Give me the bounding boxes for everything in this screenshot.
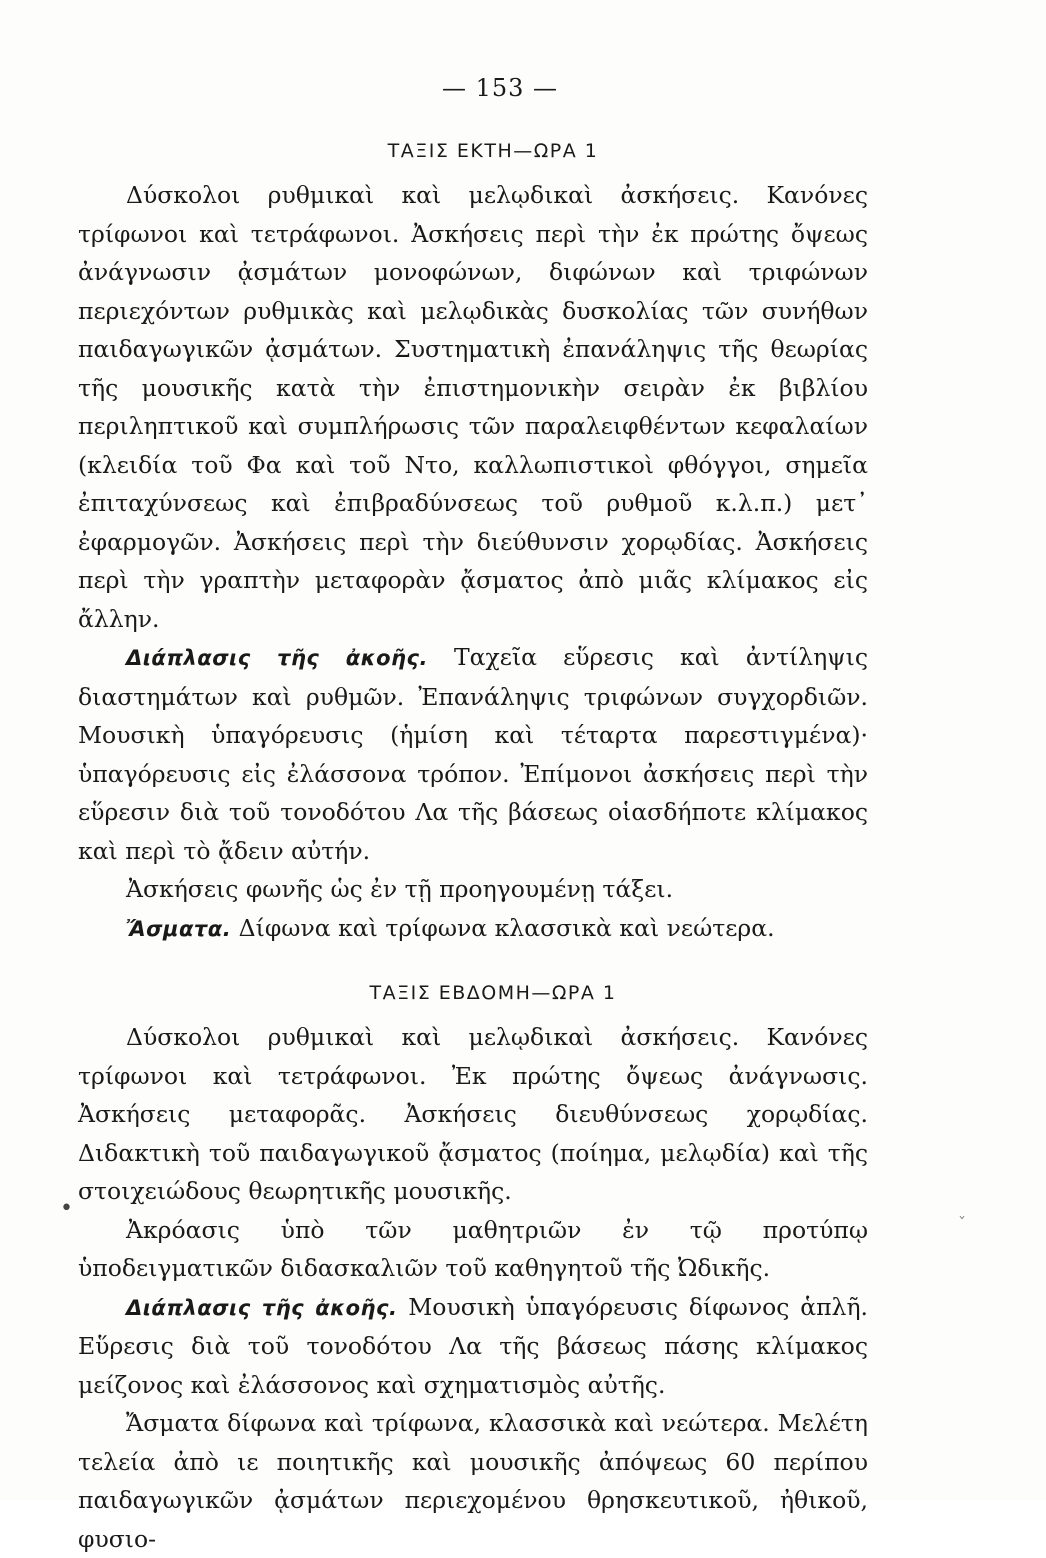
paragraph-text: Δύσκολοι ρυθμικαὶ καὶ μελῳδικαὶ ἀσκήσεις. Κανόνες τρίφωνοι καὶ τετράφωνοι. Ἐκ πρώτης ὄψεως ἀνάγνωσις. Ἀσκήσεις μεταφορᾶς. Ἀσκήσεις διευθύνσεως χορῳδίας. Διδακτικὴ τοῦ παιδαγωγικοῦ ᾄσματος (ποίημα, μελῳδία) καὶ τῆς στοιχειώδους θεωρητικῆς μουσικῆς.: [78, 1023, 868, 1205]
paragraph-text: Ἀσκήσεις φωνῆς ὡς ἐν τῇ προηγουμένῃ τάξει.: [126, 875, 674, 903]
section-heading: ΤΑΞΙΣ ΕΚΤΗ—ΩΡΑ 1: [387, 140, 599, 162]
paragraph: [78, 1404, 868, 1558]
paragraph-text: Μουσικὴ ὑπαγόρευσις δίφωνος ἁπλῆ. Εὕρεσις διὰ τοῦ τονοδότου Λα τῆς βάσεως πάσης κλίμακος μείζονος καὶ ἐλάσσονος καὶ σχηματισμὸς αὐτῆς.: [78, 1292, 868, 1399]
paragraph-text: Ἀκρόασις ὑπὸ τῶν μαθητριῶν ἐν τῷ προτύπῳ ὑποδειγματικῶν διδασκαλιῶν τοῦ καθηγητοῦ τῆς Ὠδικῆς.: [78, 1215, 868, 1282]
margin-tick-mark: ˇ: [958, 1214, 966, 1233]
paragraph-text: Δύσκολοι ρυθμικαὶ καὶ μελῳδικαὶ ἀσκήσεις. Κανόνες τρίφωνοι καὶ τετράφωνοι. Ἀσκήσεις περὶ τὴν ἐκ πρώτης ὄψεως ἀνάγνωσιν ᾀσμάτων μονοφώνων, διφώνων καὶ τριφώνων περιεχόντων ρυθμικὰς καὶ μελῳδικὰς δυσκολίας τῶν συνήθων παιδαγωγικῶν ᾀσμάτων. Συστηματικὴ ἐπανάληψις τῆς θεωρίας τῆς μουσικῆς κατὰ τὴν ἐπιστημονικὴν σειρὰν ἐκ βιβλίου περιληπτικοῦ καὶ συμπλήρωσις τῶν παραλειφθέντων κεφαλαίων (κλειδία τοῦ Φα καὶ τοῦ Ντο, καλλωπιστικοὶ φθόγγοι, σημεῖα ἐπιταχύνσεως καὶ ἐπιβραδύνσεως τοῦ ρυθμοῦ κ.λ.π.) μετ᾽ ἐφαρμογῶν. Ἀσκήσεις περὶ τὴν διεύθυνσιν χορῳδίας. Ἀσκήσεις περὶ τὴν γραπτὴν μεταφορὰν ᾄσματος ἀπὸ μιᾶς κλίμακος εἰς ἄλλην.: [78, 181, 868, 633]
paragraph: [78, 638, 868, 870]
paragraph-lead: Διάπλασις τῆς ἀκοῆς.: [126, 1295, 398, 1320]
paragraph: [78, 1211, 868, 1288]
paragraph-text: Δίφωνα καὶ τρίφωνα κλασσικὰ καὶ νεώτερα.: [238, 913, 775, 942]
paragraph-lead: Διάπλασις τῆς ἀκοῆς.: [126, 646, 428, 670]
section-sixth-grade: [78, 140, 868, 948]
section-heading: ΤΑΞΙΣ ΕΒΔΟΜΗ—ΩΡΑ 1: [369, 982, 617, 1004]
paragraph: [78, 176, 868, 638]
margin-dot-mark: •: [60, 1196, 73, 1221]
text-column: [78, 140, 868, 1558]
paragraph: [78, 1018, 868, 1211]
paragraph-text: Ταχεῖα εὕρεσις καὶ ἀντίληψις διαστημάτων καὶ ρυθμῶν. Ἐπανάληψις τριφώνων συγχορδιῶν. Μουσικὴ ὑπαγόρευσις (ἡμίση καὶ τέταρτα παρεστιγμένα)· ὑπαγόρευσις εἰς ἐλάσσονα τρόπον. Ἐπίμονοι ἀσκήσεις περὶ τὴν εὕρεσιν διὰ τοῦ τονοδότου Λα τῆς βάσεως οἱασδήποτε κλίμακος καὶ περὶ τὸ ᾄδειν αὐτήν.: [78, 643, 868, 865]
paragraph: [78, 870, 868, 909]
section-seventh-grade: [78, 982, 868, 1558]
paragraph-text: Ἄσματα δίφωνα καὶ τρίφωνα, κλασσικὰ καὶ νεώτερα. Μελέτη τελεία ἀπὸ ιε ποιητικῆς καὶ μουσικῆς ἀπόψεως 60 περίπου παιδαγωγικῶν ᾀσμάτων περιεχομένου θρησκευτικοῦ, ἠθικοῦ, φυσιο-: [78, 1409, 868, 1553]
paragraph: [78, 909, 868, 949]
paragraph: [78, 1288, 868, 1405]
paragraph-lead: Ἄσματα.: [126, 916, 232, 941]
page-number: — 153 —: [441, 74, 559, 102]
